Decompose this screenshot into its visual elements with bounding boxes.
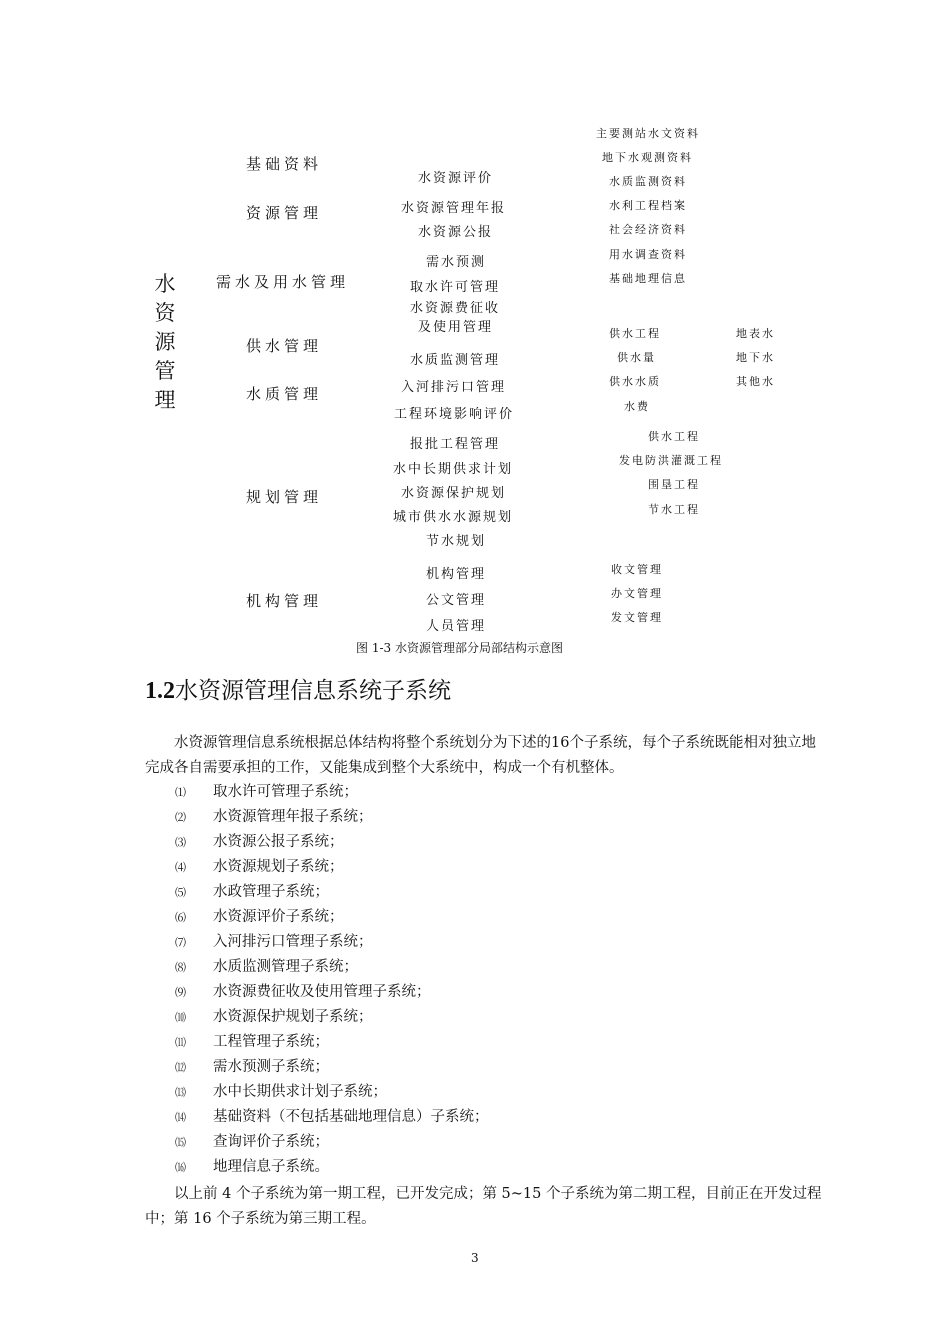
- title-char: 资: [154, 301, 176, 325]
- list-item: [175, 855, 344, 880]
- list-text: 地理信息子系统。: [213, 1159, 329, 1175]
- right-item: 围垦工程: [648, 478, 700, 491]
- title-char: 管: [154, 359, 176, 383]
- list-number: ⑻: [175, 961, 186, 974]
- category-planning: 规划管理: [246, 488, 323, 506]
- list-text: 水质监测管理子系统；: [213, 959, 358, 975]
- diagram-vertical-title: [150, 270, 180, 415]
- right-item: 水费: [624, 400, 650, 413]
- list-number: ⒂: [175, 1136, 186, 1149]
- middle-item: 水资源公报: [418, 225, 494, 240]
- right-item: 供水量: [617, 351, 656, 364]
- list-text: 水中长期供求计划子系统；: [213, 1084, 387, 1100]
- list-item: [175, 930, 373, 955]
- section-heading: [145, 672, 451, 705]
- middle-item: 机构管理: [426, 567, 487, 582]
- list-item: [175, 1155, 329, 1180]
- right-item: 发电防洪灌溉工程: [619, 454, 723, 467]
- right-item: 水质监测资料: [609, 175, 687, 188]
- list-text: 查询评价子系统；: [213, 1134, 329, 1150]
- list-item: [175, 1130, 329, 1155]
- right-item: 地下水: [736, 351, 775, 364]
- middle-item: 水资源评价: [418, 171, 494, 186]
- section-title: 水资源管理信息系统子系统: [175, 678, 451, 704]
- middle-item: 人员管理: [426, 619, 487, 634]
- intro-paragraph: 水资源管理信息系统根据总体结构将整个系统划分为下述的16个子系统，每个子系统既能相对独立地完成各自需要承担的工作，又能集成到整个大系统中，构成一个有机整体。: [145, 735, 816, 776]
- middle-item: 水中长期供求计划: [393, 462, 514, 477]
- section-number: 1.2: [145, 678, 175, 704]
- list-item: [175, 905, 344, 930]
- right-item: 收文管理: [611, 563, 663, 576]
- list-number: ⑸: [175, 886, 186, 899]
- list-number: ⒀: [175, 1086, 186, 1099]
- middle-item: 节水规划: [426, 534, 487, 549]
- list-item: [175, 1030, 329, 1055]
- list-number: ⑹: [175, 911, 186, 924]
- list-number: ⑷: [175, 861, 186, 874]
- list-text: 水资源评价子系统；: [213, 909, 344, 925]
- middle-item: 需水预测: [426, 255, 487, 270]
- title-char: 理: [154, 388, 176, 412]
- list-item: [175, 780, 358, 805]
- list-number: ⑿: [175, 1061, 186, 1074]
- right-item: 办文管理: [611, 587, 663, 600]
- list-number: ⑵: [175, 811, 186, 824]
- right-item: 供水工程: [648, 430, 700, 443]
- list-text: 基础资料（不包括基础地理信息）子系统；: [213, 1109, 489, 1125]
- list-item: [175, 955, 358, 980]
- category-demand-usage: 需水及用水管理: [216, 273, 350, 291]
- list-item: [175, 1080, 387, 1105]
- list-text: 需水预测子系统；: [213, 1059, 329, 1075]
- list-number: ⑼: [175, 986, 186, 999]
- figure-caption: 图 1-3 水资源管理部分局部结构示意图: [356, 641, 563, 655]
- page-number: 3: [471, 1251, 479, 1265]
- right-item: 其他水: [736, 375, 775, 388]
- middle-item: 水质监测管理: [410, 353, 501, 368]
- list-item: [175, 805, 373, 830]
- middle-item: 公文管理: [426, 593, 487, 608]
- list-number: ⑾: [175, 1036, 186, 1049]
- list-item: [175, 880, 329, 905]
- category-quality: 水质管理: [246, 385, 323, 403]
- middle-item: 水资源管理年报: [401, 201, 507, 216]
- right-item: 社会经济资料: [609, 223, 687, 236]
- right-item: 节水工程: [648, 503, 700, 516]
- list-text: 水资源公报子系统；: [213, 834, 344, 850]
- middle-item: 工程环境影响评价: [394, 407, 515, 422]
- right-item: 水利工程档案: [609, 199, 687, 212]
- list-text: 工程管理子系统；: [213, 1034, 329, 1050]
- closing-paragraph: 以上前 4 个子系统为第一期工程，已开发完成；第 5~15 个子系统为第二期工程，目前正在开发过程中；第 16 个子系统为第三期工程。: [145, 1186, 822, 1227]
- right-item: 用水调查资料: [609, 248, 687, 261]
- right-item: 地表水: [736, 327, 775, 340]
- middle-item: 取水许可管理: [410, 280, 501, 295]
- middle-item: 水资源保护规划: [401, 486, 507, 501]
- list-number: ⒁: [175, 1111, 186, 1124]
- list-text: 水资源管理年报子系统；: [213, 809, 373, 825]
- title-char: 源: [154, 330, 176, 354]
- list-item: [175, 1105, 489, 1130]
- middle-item: 入河排污口管理: [401, 380, 507, 395]
- list-text: 水资源费征收及使用管理子系统；: [213, 984, 431, 1000]
- list-item: [175, 1005, 373, 1030]
- category-basic-data: 基础资料: [246, 155, 323, 173]
- right-item: 地下水观测资料: [602, 151, 693, 164]
- middle-item: 水资源费征收: [410, 301, 501, 316]
- category-organization: 机构管理: [246, 592, 323, 610]
- category-supply: 供水管理: [246, 337, 323, 355]
- right-item: 供水水质: [609, 375, 661, 388]
- list-text: 水资源规划子系统；: [213, 859, 344, 875]
- middle-item: 城市供水水源规划: [393, 510, 514, 525]
- middle-item: 及使用管理: [418, 320, 494, 335]
- right-item: 供水工程: [609, 327, 661, 340]
- right-item: 发文管理: [611, 611, 663, 624]
- list-text: 水政管理子系统；: [213, 884, 329, 900]
- list-number: ⑴: [175, 786, 186, 799]
- list-text: 取水许可管理子系统；: [213, 784, 358, 800]
- title-char: 水: [154, 272, 176, 296]
- list-number: ⑽: [175, 1011, 186, 1024]
- list-item: [175, 980, 431, 1005]
- list-item: [175, 830, 344, 855]
- right-item: 主要测站水文资料: [596, 127, 700, 140]
- right-item: 基础地理信息: [609, 272, 687, 285]
- category-resource-mgmt: 资源管理: [246, 204, 323, 222]
- list-number: ⑶: [175, 836, 186, 849]
- list-text: 入河排污口管理子系统；: [213, 934, 373, 950]
- list-item: [175, 1055, 329, 1080]
- list-text: 水资源保护规划子系统；: [213, 1009, 373, 1025]
- middle-item: 报批工程管理: [410, 437, 501, 452]
- list-number: ⑺: [175, 936, 186, 949]
- list-number: ⒃: [175, 1161, 186, 1174]
